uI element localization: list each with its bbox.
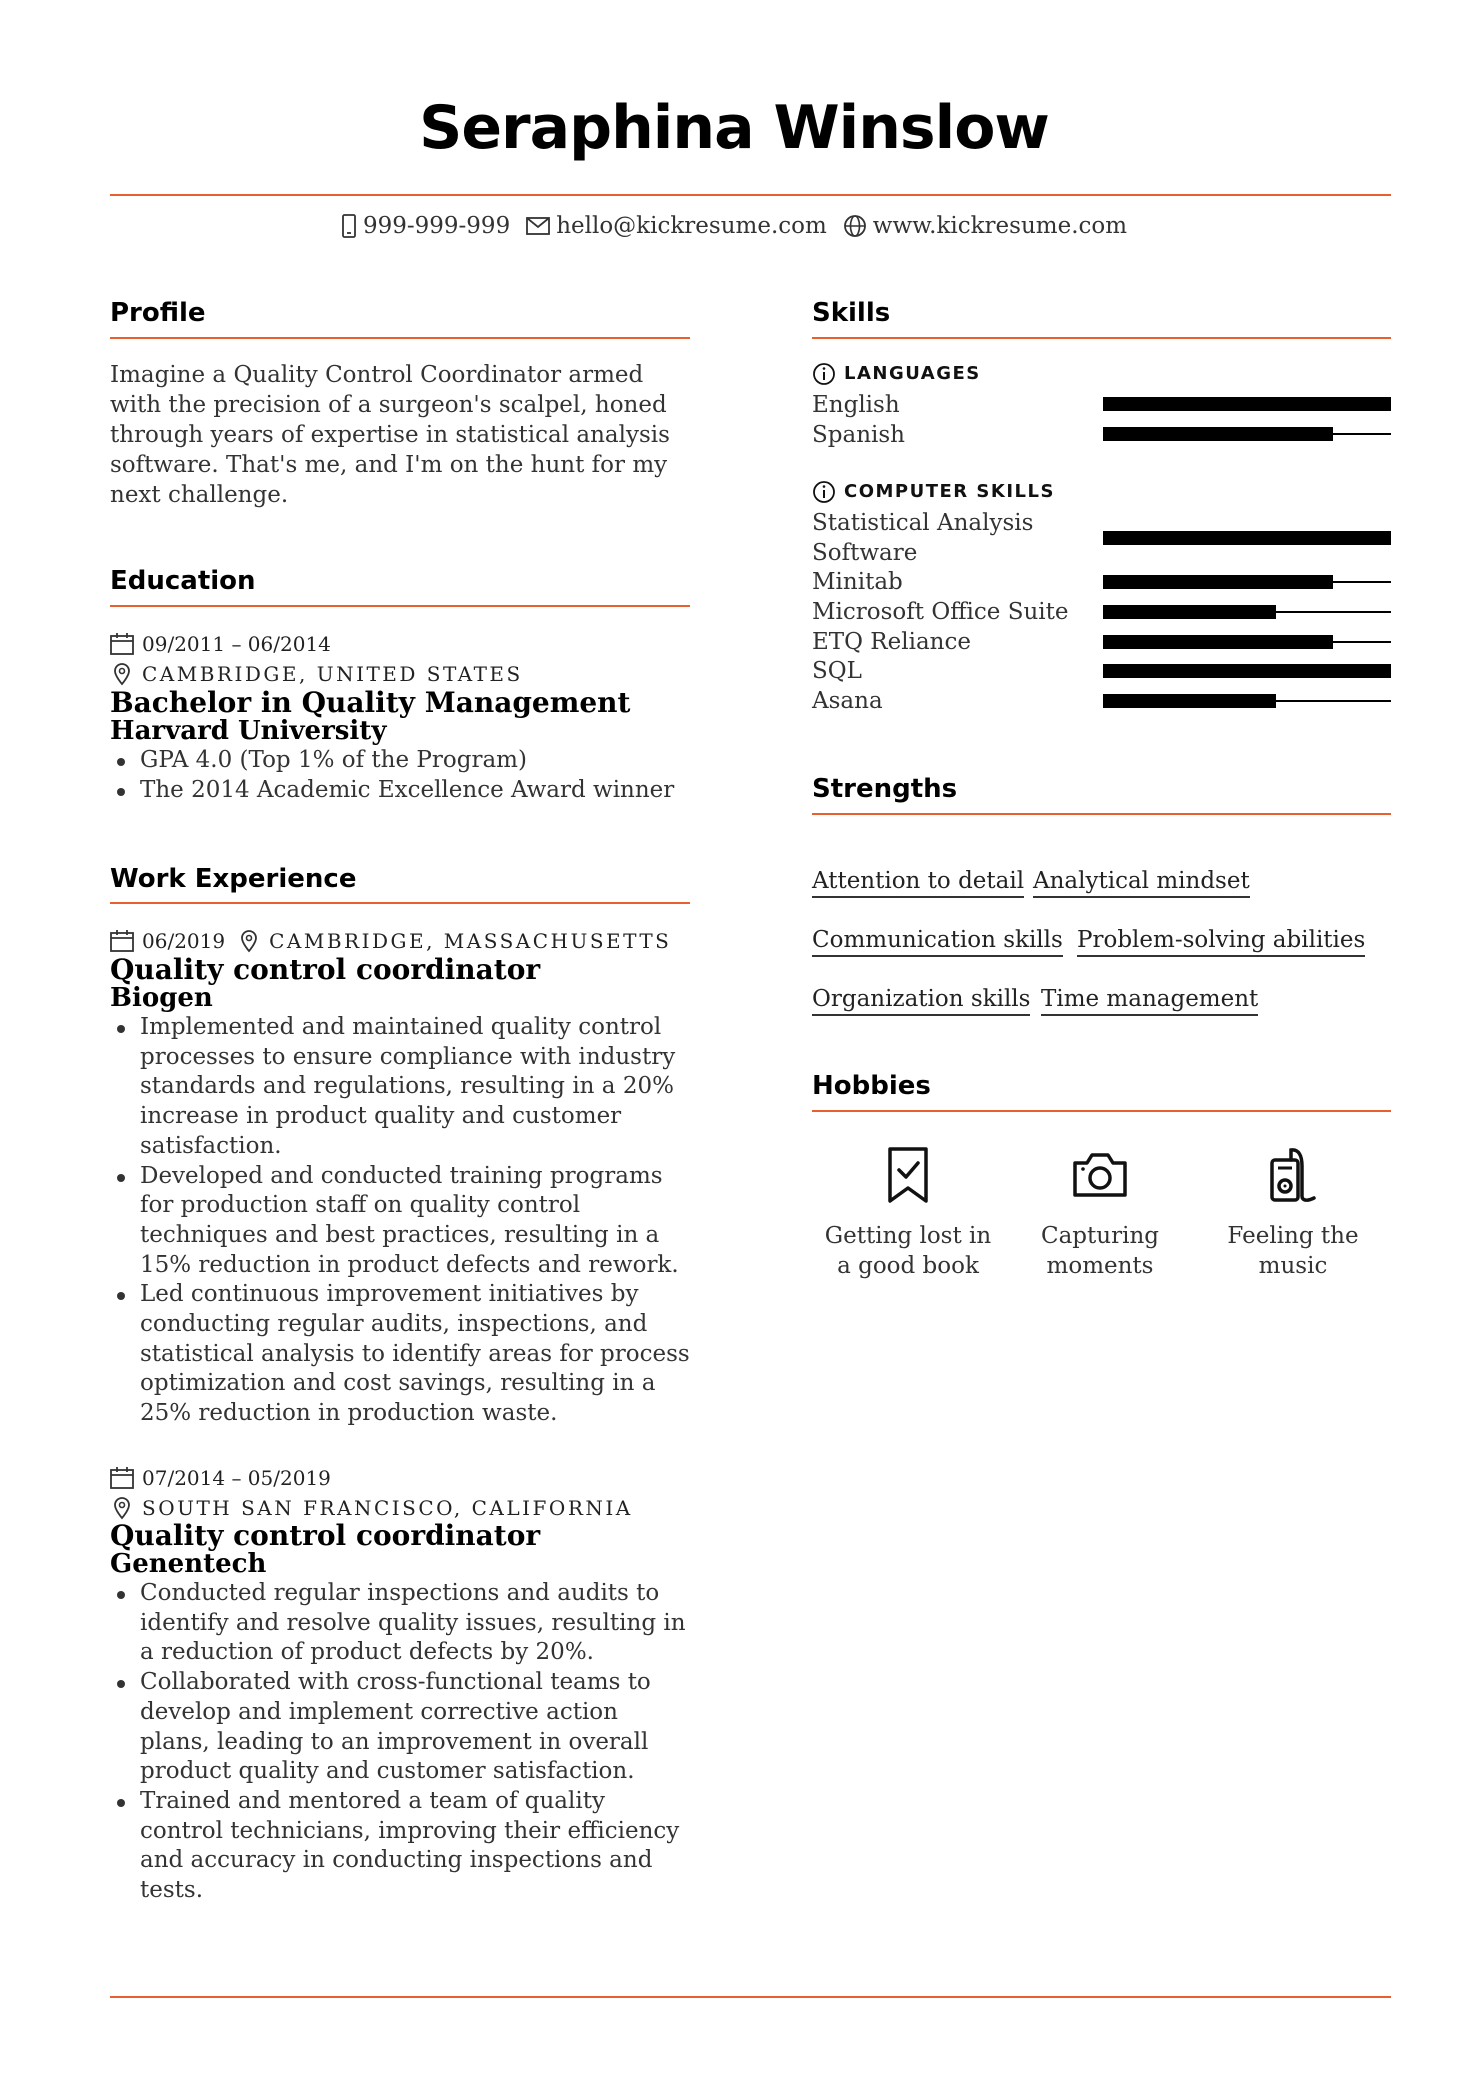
skills-heading: Skills — [812, 298, 891, 328]
strength-tag: Problem-solving abilities — [1077, 925, 1365, 957]
skill-statistical-analysis: Statistical Analysis Software — [812, 510, 1034, 566]
job1-role: Quality control coordinator — [110, 953, 541, 986]
map-pin-icon — [237, 929, 261, 953]
skill-sql: SQL — [812, 658, 862, 684]
profile-heading: Profile — [110, 298, 206, 328]
education-date — [110, 629, 331, 659]
skill-bar-spanish — [1103, 427, 1391, 441]
education-school: Harvard University — [110, 716, 387, 746]
skill-bar-etq-reliance — [1103, 635, 1391, 649]
computer-skills-heading — [812, 479, 1055, 505]
contact-email — [526, 210, 827, 242]
skill-bar-english — [1103, 397, 1391, 411]
strength-tag: Communication skills — [812, 925, 1063, 957]
website-link[interactable]: www.kickresume.com — [872, 213, 1128, 239]
skill-bar-microsoft-office — [1103, 605, 1391, 619]
envelope-icon — [526, 217, 550, 235]
hobby-reading — [818, 1146, 998, 1281]
job2-bullets — [110, 1579, 690, 1906]
bookmark-check-icon — [884, 1146, 932, 1204]
camera-icon — [1071, 1146, 1129, 1204]
job2-date: 07/2014 – 05/2019 — [142, 1466, 331, 1490]
map-pin-icon — [110, 1496, 134, 1520]
contact-bar — [0, 210, 1468, 242]
strengths-heading: Strengths — [812, 774, 958, 804]
info-icon — [812, 480, 836, 504]
education-degree: Bachelor in Quality Management — [110, 686, 631, 719]
job2-location: SOUTH SAN FRANCISCO, CALIFORNIA — [142, 1496, 633, 1520]
music-player-icon — [1264, 1146, 1322, 1204]
skill-minitab: Minitab — [812, 569, 903, 595]
hobbies-rule — [812, 1110, 1391, 1112]
job2-company: Genentech — [110, 1549, 267, 1579]
job1-location: CAMBRIDGE, MASSACHUSETTS — [269, 929, 672, 953]
hobby-photography — [1010, 1146, 1190, 1281]
phone-text: 999-999-999 — [362, 213, 511, 239]
phone-icon — [341, 214, 357, 238]
education-heading: Education — [110, 566, 256, 596]
header-rule — [110, 194, 1391, 196]
list-item: Trained and mentored a team of quality control technicians, improving their efficiency and accuracy in conducting inspections and tests. — [110, 1787, 690, 1906]
education-location — [110, 659, 523, 689]
skill-spanish: Spanish — [812, 422, 905, 448]
strength-tag: Analytical mindset — [1033, 866, 1250, 898]
work-rule — [110, 902, 690, 904]
candidate-name: Seraphina Winslow — [419, 93, 1049, 163]
list-item: Implemented and maintained quality control processes to ensure compliance with industry standards and regulations, resulting in a 20% increase in product quality and customer satisfaction. — [110, 1013, 690, 1162]
education-rule — [110, 605, 690, 607]
hobby-music — [1203, 1146, 1383, 1281]
list-item: Conducted regular inspections and audits to identify and resolve quality issues, resulting in a reduction of product defects by 20%. — [110, 1579, 690, 1668]
job2-role: Quality control coordinator — [110, 1519, 541, 1552]
list-item: GPA 4.0 (Top 1% of the Program) — [110, 746, 690, 776]
map-pin-icon — [110, 662, 134, 686]
skill-etq-reliance: ETQ Reliance — [812, 629, 971, 655]
skill-bar-sql — [1103, 664, 1391, 678]
contact-website — [843, 210, 1127, 242]
job1-date: 06/2019 — [142, 929, 226, 953]
hobby-label: Feeling the music — [1227, 1223, 1359, 1279]
strength-tag: Attention to detail — [812, 866, 1024, 898]
calendar-icon — [110, 633, 134, 655]
list-item: The 2014 Academic Excellence Award winner — [110, 776, 690, 806]
hobby-label: Getting lost in a good book — [824, 1223, 992, 1279]
list-item: Collaborated with cross-functional teams to develop and implement corrective action plans, leading to an improvement in overall product quality and customer satisfaction. — [110, 1668, 690, 1787]
profile-text: Imagine a Quality Control Coordinator armed with the precision of a surgeon's scalpel, honed through years of expertise in statistical analysis software. That's me, and I'm on the hunt for my next challenge. — [110, 362, 670, 508]
skill-english: English — [812, 392, 900, 418]
education-date-text: 09/2011 – 06/2014 — [142, 632, 331, 656]
skills-rule — [812, 337, 1391, 339]
footer-rule — [110, 1996, 1391, 1998]
job1-company: Biogen — [110, 983, 213, 1013]
hobby-label: Capturing moments — [1041, 1223, 1159, 1279]
skill-asana: Asana — [812, 688, 883, 714]
work-heading: Work Experience — [110, 864, 357, 894]
skill-bar-minitab — [1103, 575, 1391, 589]
contact-phone — [341, 210, 510, 242]
job2-date-row — [110, 1463, 331, 1493]
list-item: Developed and conducted training programs for production staff on quality control techniques and best practices, resulting in a 15% reduction in product defects and rework. — [110, 1162, 690, 1281]
strength-tag: Time management — [1041, 984, 1258, 1016]
list-item: Led continuous improvement initiatives by conducting regular audits, inspections, and statistical analysis to identify areas for process optimization and cost savings, resulting in a 25% reduction in production waste. — [110, 1280, 690, 1429]
calendar-icon — [110, 1467, 134, 1489]
strengths-rule — [812, 813, 1391, 815]
languages-heading-text: LANGUAGES — [844, 363, 981, 384]
languages-heading — [812, 361, 981, 387]
job1-meta — [110, 926, 671, 956]
email-link[interactable]: hello@kickresume.com — [556, 213, 827, 239]
profile-rule — [110, 337, 690, 339]
skill-bar-asana — [1103, 694, 1391, 708]
skill-microsoft-office: Microsoft Office Suite — [812, 599, 1069, 625]
globe-icon — [843, 214, 867, 238]
hobbies-heading: Hobbies — [812, 1071, 931, 1101]
strength-tag: Organization skills — [812, 984, 1030, 1016]
info-icon — [812, 362, 836, 386]
skill-bar-statistical-analysis — [1103, 531, 1391, 545]
computer-skills-heading-text: COMPUTER SKILLS — [844, 481, 1055, 502]
job1-bullets — [110, 1013, 690, 1429]
calendar-icon — [110, 930, 134, 952]
education-bullets — [110, 746, 690, 805]
education-location-text: CAMBRIDGE, UNITED STATES — [142, 662, 523, 686]
